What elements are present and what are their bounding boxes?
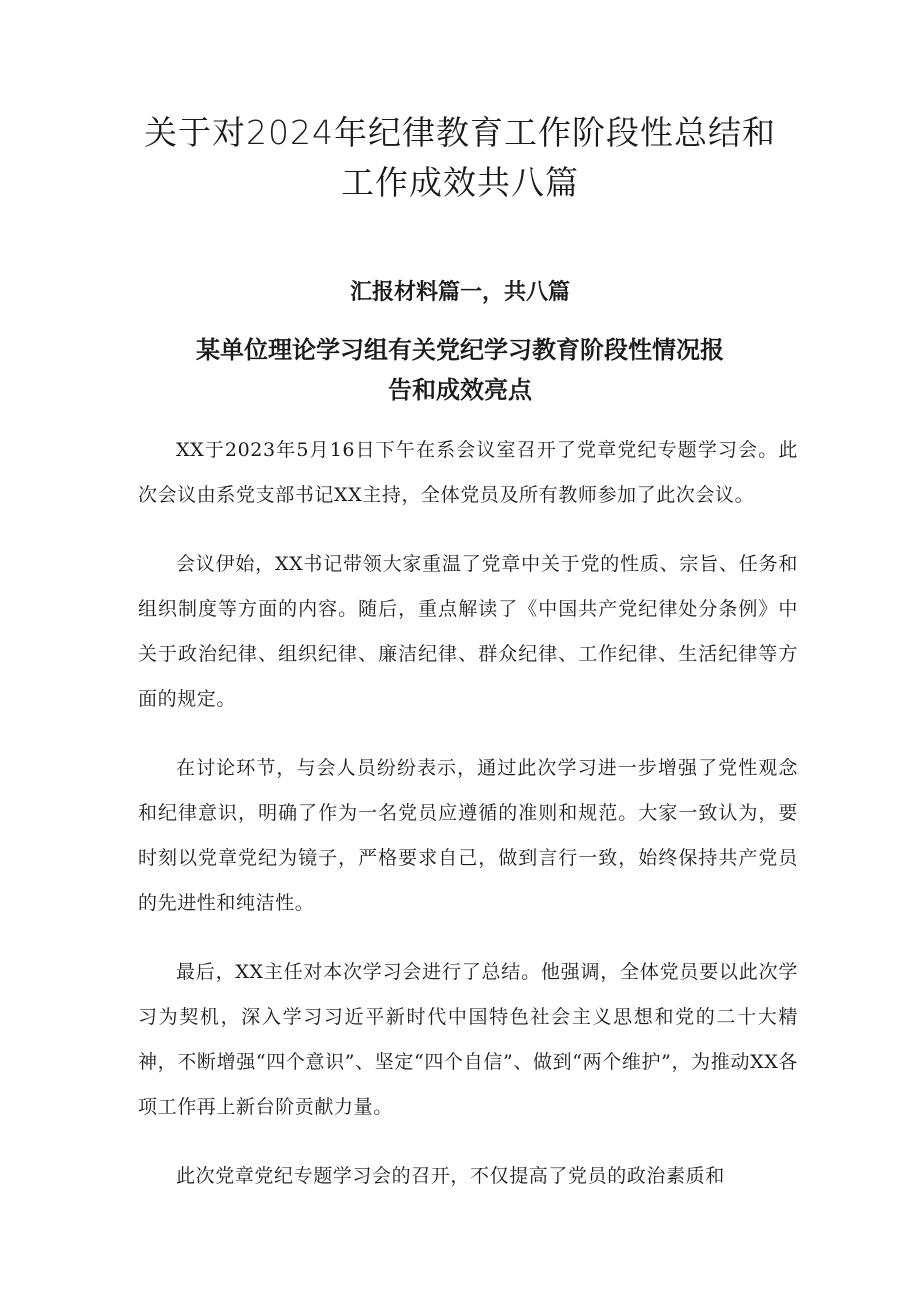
document-title-line-2: 工作成效共八篇 [341,163,579,202]
body-paragraph: 此次党章党纪专题学习会的召开，不仅提高了党员的政治素质和 [176,1165,725,1187]
body-paragraph: 会议伊始，XX书记带领大家重温了党章中关于党的性质、宗旨、任务和组织制度等方面的内容。随后，重点解读了《中国共产党纪律处分条例》中关于政治纪律、组织纪律、廉洁纪律、群众纪律、工作纪律、生活纪律等方面的规定。 [138,553,798,710]
subtitle-line-1: 某单位理论学习组有关党纪学习教育阶段性情况报 [196,335,724,364]
body-paragraph: XX于2023年5月16日下午在系会议室召开了党章党纪专题学习会。此次会议由系党支部书记XX主持，全体党员及所有教师参加了此次会议。 [138,439,798,506]
subtitle-line-2: 告和成效亮点 [388,375,532,404]
body-paragraph: 在讨论环节，与会人员纷纷表示，通过此次学习进一步增强了党性观念和纪律意识，明确了作为一名党员应遵循的准则和规范。大家一致认为，要时刻以党章党纪为镜子，严格要求自己，做到言行一致，始终保持共产党员的先进性和纯洁性。 [138,757,798,914]
document-body [138,428,798,1223]
section-heading: 汇报材料篇一，共八篇 [349,280,570,305]
document-title-line-1: 关于对2024年纪律教育工作阶段性总结和 [144,113,776,152]
body-paragraph: 最后，XX主任对本次学习会进行了总结。他强调，全体党员要以此次学习为契机，深入学习习近平新时代中国特色社会主义思想和党的二十大精神，不断增强“四个意识”、坚定“四个自信”、做到“两个维护”，为推动XX各项工作再上新台阶贡献力量。 [138,961,798,1118]
